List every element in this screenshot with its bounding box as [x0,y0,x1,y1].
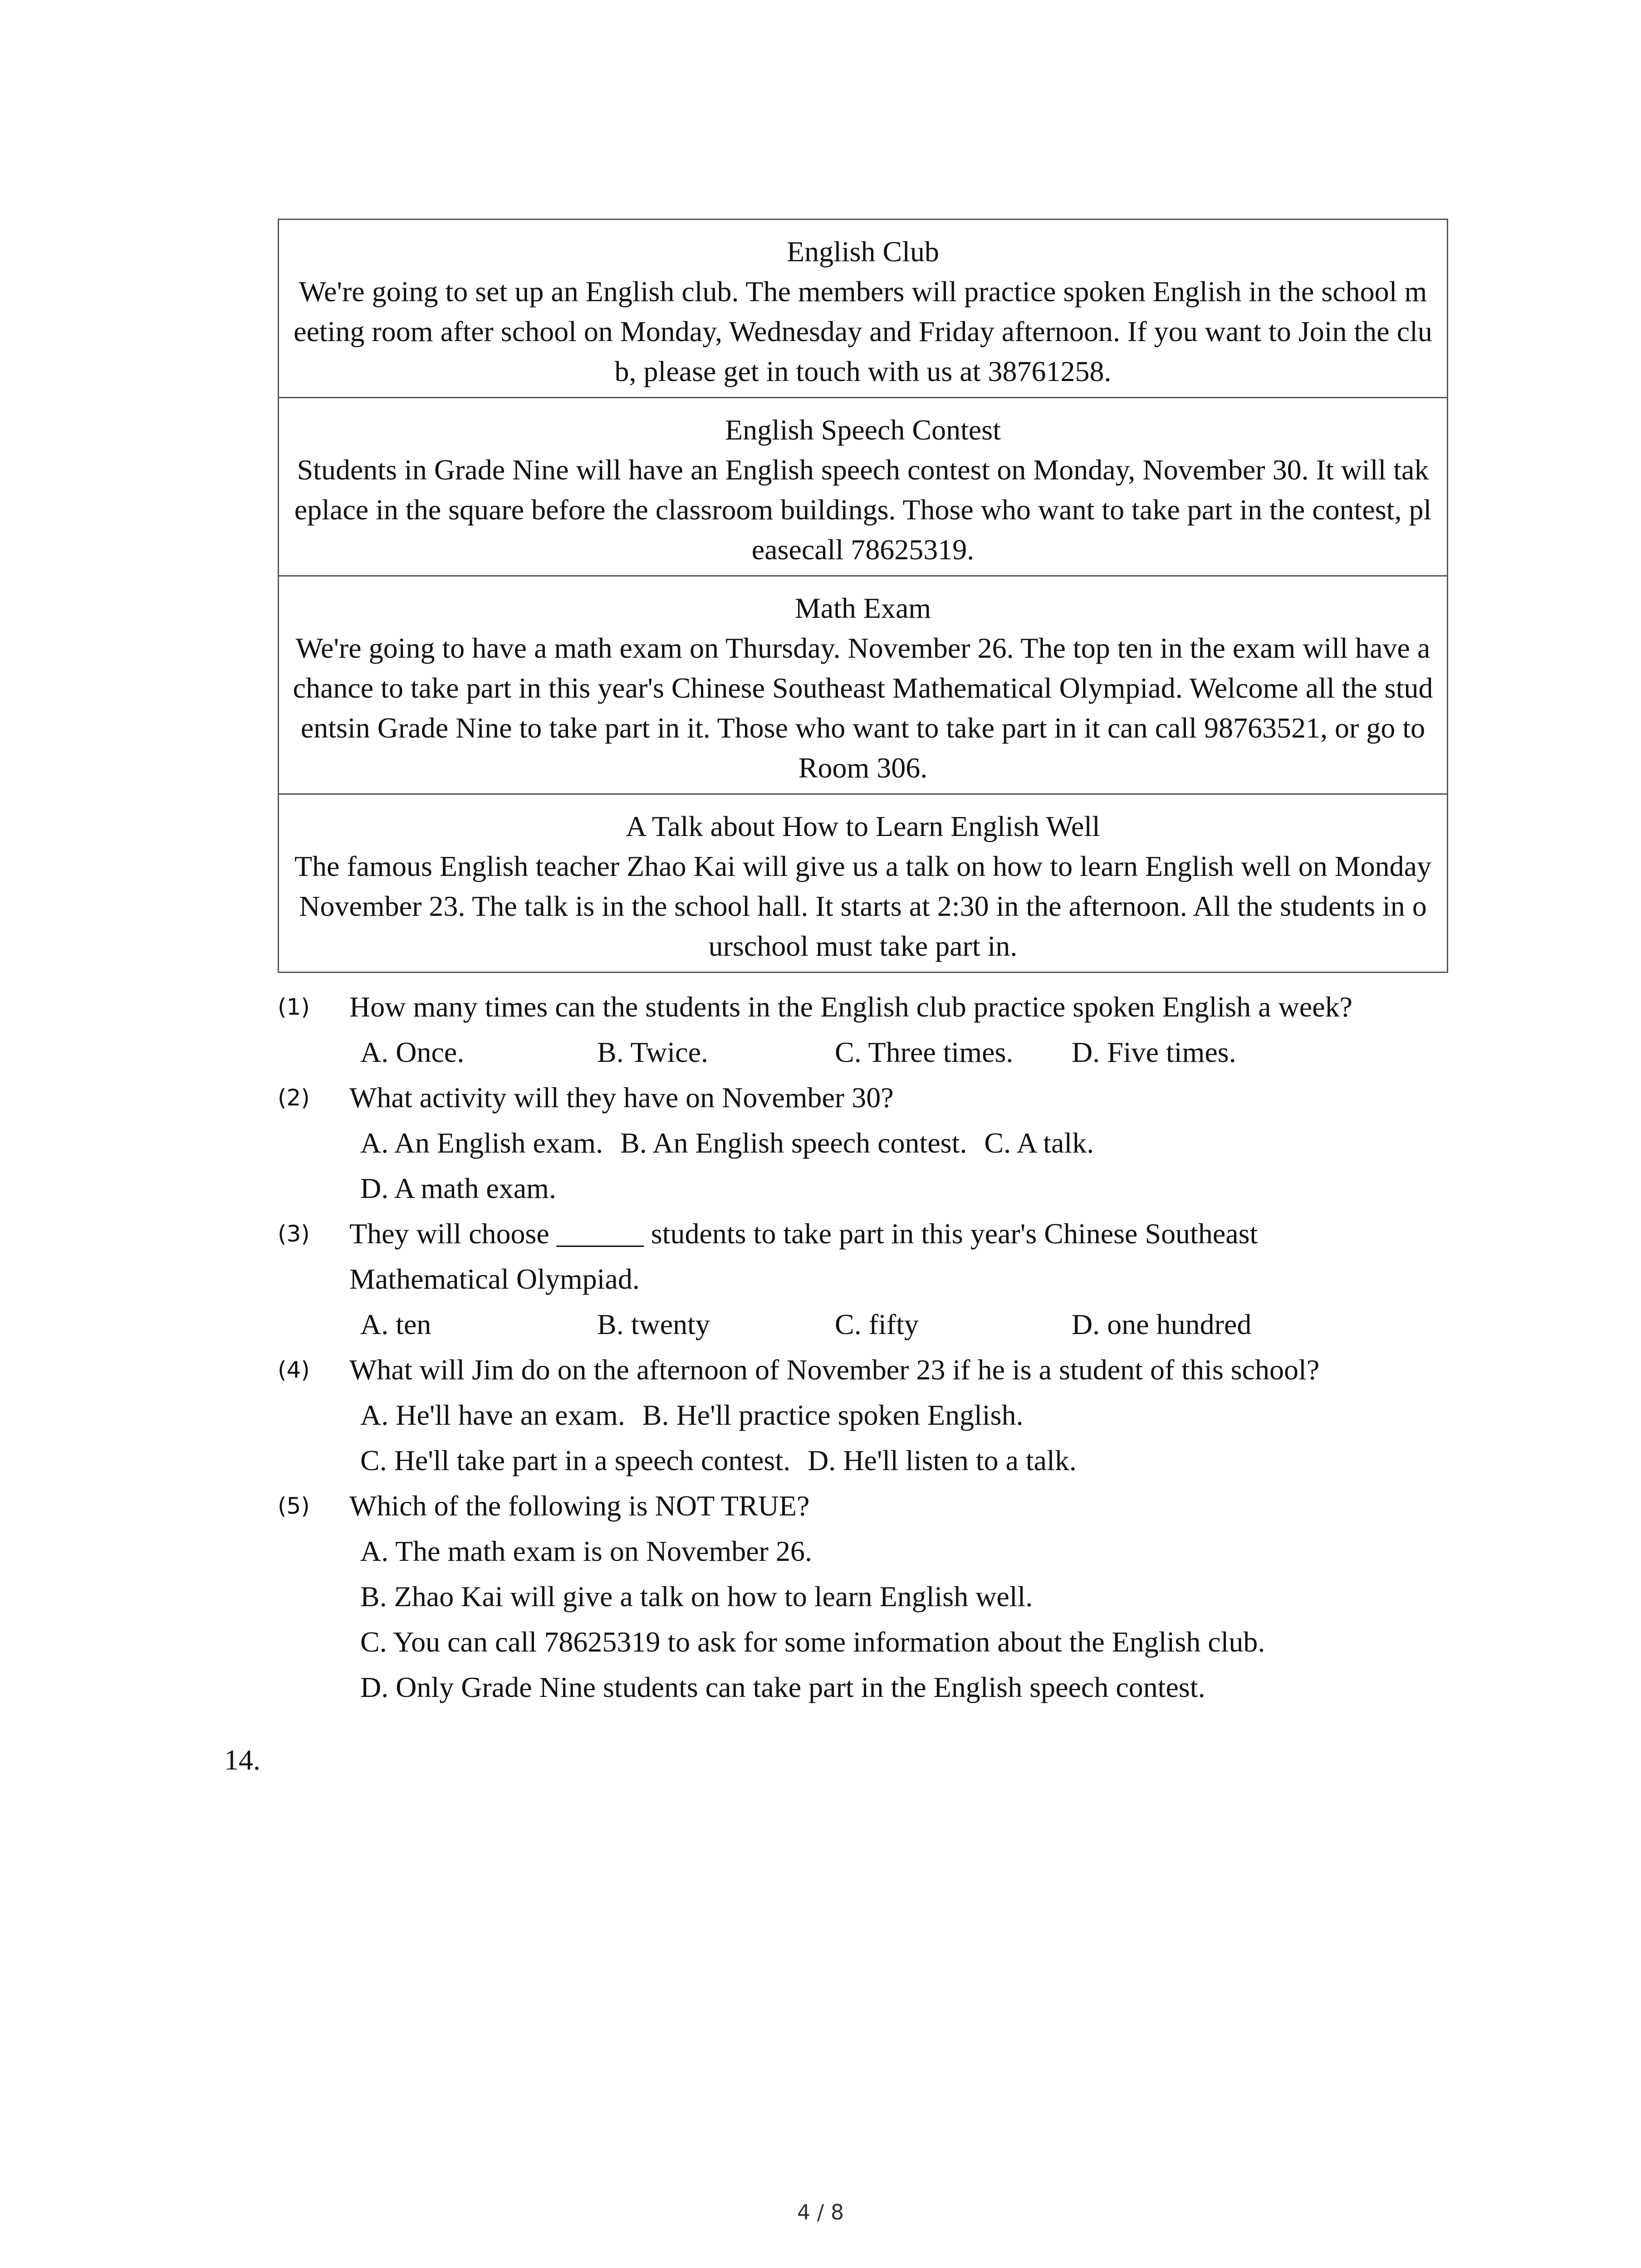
option-a[interactable]: A. The math exam is on November 26. [360,1535,812,1567]
question-number: (1) [278,994,310,1020]
question-stem: Which of the following is NOT TRUE? [349,1490,810,1522]
notice-body: Students in Grade Nine will have an English speech contest on Monday, November 30. It will takeplace in the square before the classroom buildings. Those who want to take part in the contest, pleasecall 78625319. [294,454,1432,566]
option-c[interactable]: C. fifty [835,1308,919,1340]
notice-talk [279,793,1447,972]
option-b[interactable]: B. An English speech contest. [620,1127,967,1159]
notice-speech-contest [279,397,1447,575]
options-row [278,1529,1448,1574]
options-inline [360,1393,1041,1438]
option-c[interactable]: C. You can call 78625319 to ask for some information about the English club. [360,1626,1265,1658]
option-d[interactable]: D. Only Grade Nine students can take part in the English speech contest. [360,1671,1205,1703]
option-b[interactable]: B. twenty [597,1308,710,1340]
options-row [278,1665,1448,1710]
notice-title: Math Exam [794,592,931,624]
notice-body: We're going to set up an English club. The members will practice spoken English in the school meeting room after school on Monday, Wednesday and Friday afternoon. If you want to Join the club, please get in touch with us at 38761258. [294,275,1432,387]
question-stem: What will Jim do on the afternoon of November 23 if he is a student of this school? [349,1354,1320,1386]
options-row [278,1030,1448,1075]
options-row [278,1393,1448,1438]
question-1 [278,984,1448,1030]
options-row [278,1438,1448,1483]
options-row [278,1302,1448,1347]
question-number: (3) [278,1221,310,1247]
question-stem: They will choose ______ students to take part in this year's Chinese Southeast [349,1217,1258,1250]
notice-table [278,219,1448,973]
option-a[interactable]: A. ten [360,1308,431,1340]
question-5 [278,1483,1448,1529]
notice-body: We're going to have a math exam on Thursday. November 26. The top ten in the exam will have a chance to take part in this year's Chinese Southeast Mathematical Olympiad. Welcome all the studentsin Grade Nine to take part in it. Those who want to take part in it can call 98763521, or go toRoom 306. [293,632,1433,784]
option-d[interactable]: D. A math exam. [360,1172,556,1204]
question-3-continued [278,1256,1448,1302]
next-question-number: 14. [224,1744,260,1776]
notice-title: English Speech Contest [725,414,1001,446]
question-list [278,984,1448,1710]
options-row [278,1574,1448,1619]
notice-math-exam [279,575,1447,793]
option-b[interactable]: B. He'll practice spoken English. [642,1399,1024,1431]
question-3 [278,1211,1448,1256]
notice-title: A Talk about How to Learn English Well [626,810,1100,842]
options-row [278,1166,1448,1211]
question-number: (4) [278,1357,310,1383]
option-d[interactable]: D. one hundred [1072,1308,1252,1340]
option-c[interactable]: C. Three times. [835,1036,1014,1068]
question-number: (2) [278,1085,310,1111]
option-c[interactable]: C. A talk. [984,1127,1094,1159]
option-a[interactable]: A. He'll have an exam. [360,1399,625,1431]
option-a[interactable]: A. An English exam. [360,1127,603,1159]
options-row [278,1120,1448,1166]
question-4 [278,1347,1448,1393]
option-a[interactable]: A. Once. [360,1036,465,1068]
notice-body: The famous English teacher Zhao Kai will give us a talk on how to learn English well on MondayNovember 23. The talk is in the school hall. It starts at 2:30 in the afternoon. All the students in ourschool must take part in. [294,850,1432,962]
notice-english-club [279,220,1447,397]
options-inline [360,1438,1094,1483]
option-c[interactable]: C. He'll take part in a speech contest. [360,1444,791,1476]
option-b[interactable]: B. Twice. [597,1036,708,1068]
question-stem: How many times can the students in the English club practice spoken English a week? [349,991,1352,1023]
option-d[interactable]: D. He'll listen to a talk. [808,1444,1077,1476]
question-stem: What activity will they have on November 30? [349,1081,894,1114]
notice-title: English Club [786,235,940,268]
option-d[interactable]: D. Five times. [1072,1036,1236,1068]
question-number: (5) [278,1493,310,1519]
page-number: 4 / 8 [797,2200,844,2224]
options-row [278,1619,1448,1665]
question-2 [278,1075,1448,1120]
option-b[interactable]: B. Zhao Kai will give a talk on how to learn English well. [360,1580,1033,1613]
options-inline [360,1120,1111,1166]
question-stem-continued: Mathematical Olympiad. [349,1263,640,1295]
